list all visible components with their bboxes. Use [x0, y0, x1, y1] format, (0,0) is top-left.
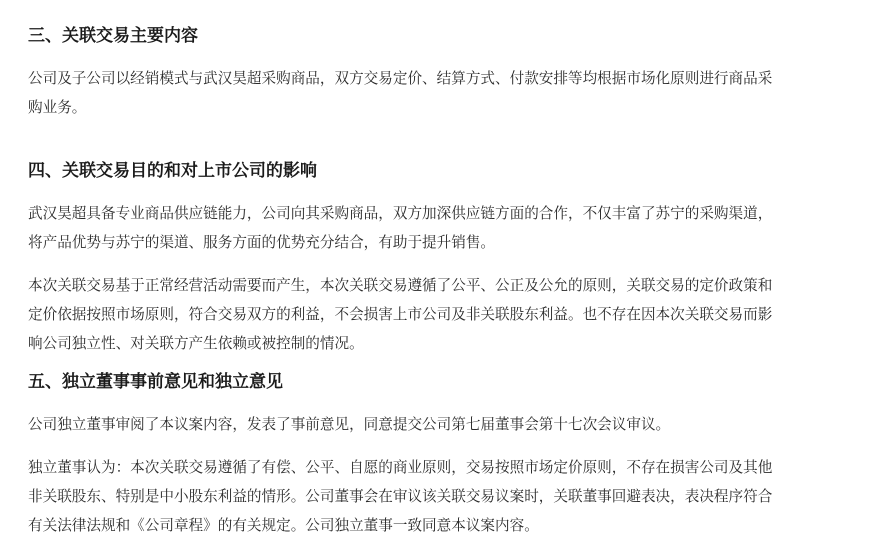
section-heading-3: 三、关联交易主要内容: [28, 26, 198, 46]
section-heading-4: 四、关联交易目的和对上市公司的影响: [28, 161, 317, 181]
section-heading-5: 五、独立董事事前意见和独立意见: [28, 372, 283, 392]
section-3-paragraph-1: [28, 64, 848, 122]
section-5-paragraph-1: [28, 410, 848, 439]
text-line: 非关联股东、特别是中小股东利益的情形。公司董事会在审议该关联交易议案时，关联董事回避表决，表决程序符合: [28, 488, 773, 505]
text-line: 公司及子公司以经销模式与武汉昊超采购商品，双方交易定价、结算方式、付款安排等均根据市场化原则进行商品采: [28, 70, 773, 87]
text-line: 响公司独立性、对关联方产生依赖或被控制的情况。: [28, 335, 364, 352]
section-5-paragraph-2: [28, 453, 848, 540]
text-line: 公司独立董事审阅了本议案内容，发表了事前意见，同意提交公司第七届董事会第十七次会议审议。: [28, 416, 671, 433]
text-line: 本次关联交易基于正常经营活动需要而产生，本次关联交易遵循了公平、公正及公允的原则，关联交易的定价政策和: [28, 277, 773, 294]
section-4-paragraph-1: [28, 199, 848, 257]
text-line: 有关法律法规和《公司章程》的有关规定。公司独立董事一致同意本议案内容。: [28, 517, 539, 534]
text-line: 定价依据按照市场原则，符合交易双方的利益，不会损害上市公司及非关联股东利益。也不存在因本次关联交易而影: [28, 306, 773, 323]
text-line: 将产品优势与苏宁的渠道、服务方面的优势充分结合，有助于提升销售。: [28, 234, 496, 251]
text-line: 武汉昊超具备专业商品供应链能力，公司向其采购商品，双方加深供应链方面的合作，不仅丰富了苏宁的采购渠道，: [28, 205, 773, 222]
text-line: 独立董事认为：本次关联交易遵循了有偿、公平、自愿的商业原则，交易按照市场定价原则，不存在损害公司及其他: [28, 459, 773, 476]
section-4-paragraph-2: [28, 271, 848, 358]
text-line: 购业务。: [28, 99, 87, 116]
